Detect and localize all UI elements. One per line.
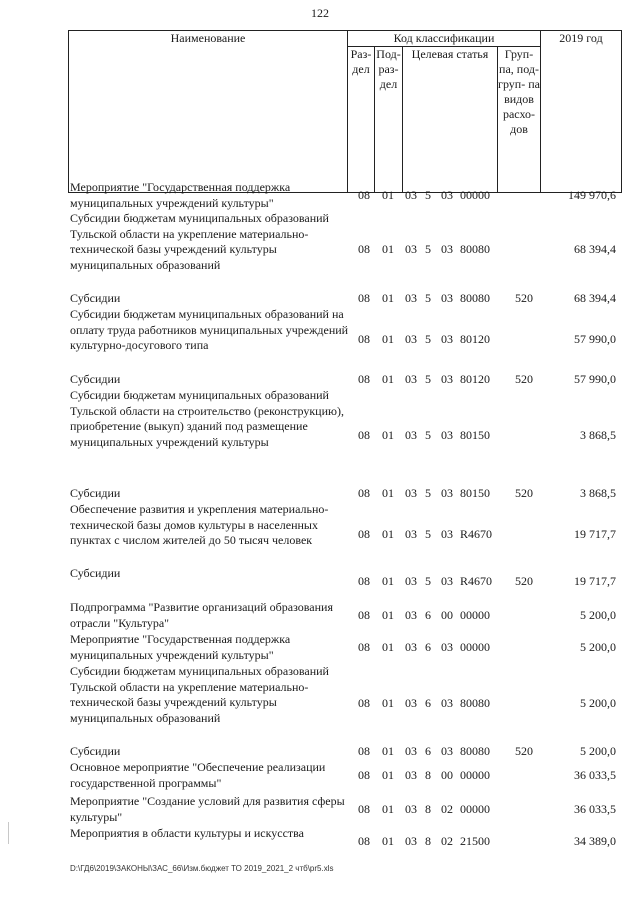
row-podrazdel: 01: [382, 574, 394, 588]
row-name: Субсидии: [70, 291, 121, 305]
row-value: 34 389,0: [574, 834, 616, 848]
row-razdel: 08: [358, 242, 370, 256]
row-article-direction: 80080: [460, 696, 490, 710]
row-value: 57 990,0: [574, 332, 616, 346]
row-article-program: 03: [405, 188, 417, 202]
row-podrazdel: 01: [382, 527, 394, 541]
row-name: Мероприятие "Государственная поддержка муниципальных учреждений культуры": [70, 632, 291, 662]
header-name: Наименование: [69, 31, 348, 193]
row-razdel: 08: [358, 744, 370, 758]
file-path-footer: D:\ГД6\2019\ЗАКОНЫ\ЗАС_66\Изм.бюджет ТО 2019_2021_2 чтб\pr5.xls: [70, 864, 334, 873]
row-article-event: 03: [441, 188, 453, 202]
page-number: 122: [311, 6, 329, 20]
row-razdel: 08: [358, 608, 370, 622]
row-article-event: 03: [441, 428, 453, 442]
row-name: Мероприятие "Государственная поддержка муниципальных учреждений культуры": [70, 180, 291, 210]
row-value: 3 868,5: [580, 428, 616, 442]
row-article-subprogram: 5: [425, 428, 431, 442]
row-name: Подпрограмма "Развитие организаций образования отрасли "Культура": [70, 600, 333, 630]
row-article-event: 02: [441, 834, 453, 848]
row-article-program: 03: [405, 744, 417, 758]
row-name: Субсидии бюджетам муниципальных образований Тульской области на строительство (реконструкцию), приобретение (выкуп) зданий под размещение муниципальных учреждений культуры: [70, 388, 344, 449]
row-podrazdel: 01: [382, 640, 394, 654]
row-article-program: 03: [405, 640, 417, 654]
row-name: Мероприятие "Создание условий для развития сферы культуры": [70, 794, 345, 824]
row-article-event: 03: [441, 574, 453, 588]
row-article-direction: R4670: [460, 574, 493, 588]
row-article-subprogram: 6: [425, 744, 431, 758]
row-article-event: 03: [441, 372, 453, 386]
row-article-program: 03: [405, 242, 417, 256]
row-value: 36 033,5: [574, 802, 616, 816]
row-article-direction: 80120: [460, 372, 490, 386]
row-article-program: 03: [405, 428, 417, 442]
row-article-subprogram: 5: [425, 291, 431, 305]
row-article-program: 03: [405, 802, 417, 816]
row-article-program: 03: [405, 768, 417, 782]
row-article-subprogram: 8: [425, 834, 431, 848]
row-podrazdel: 01: [382, 608, 394, 622]
row-article-direction: 21500: [460, 834, 490, 848]
row-value: 5 200,0: [580, 696, 616, 710]
row-article-direction: 00000: [460, 640, 490, 654]
row-razdel: 08: [358, 372, 370, 386]
row-razdel: 08: [358, 332, 370, 346]
row-article-event: 03: [441, 744, 453, 758]
row-article-program: 03: [405, 834, 417, 848]
row-podrazdel: 01: [382, 802, 394, 816]
row-podrazdel: 01: [382, 242, 394, 256]
row-razdel: 08: [358, 640, 370, 654]
row-article-subprogram: 5: [425, 242, 431, 256]
row-razdel: 08: [358, 188, 370, 202]
scan-margin-mark: [8, 822, 9, 844]
row-value: 5 200,0: [580, 640, 616, 654]
row-name: Субсидии бюджетам муниципальных образований Тульской области на укрепление материально-технической базы учреждений культуры муниципальных образований: [70, 664, 329, 725]
row-group: 520: [515, 486, 533, 500]
row-razdel: 08: [358, 428, 370, 442]
row-name: Субсидии бюджетам муниципальных образований на оплату труда работников муниципальных учреждений культурно-досугового типа: [70, 307, 349, 352]
row-value: 68 394,4: [574, 291, 616, 305]
row-podrazdel: 01: [382, 744, 394, 758]
row-value: 149 970,6: [568, 188, 616, 202]
row-article-subprogram: 6: [425, 640, 431, 654]
row-razdel: 08: [358, 527, 370, 541]
row-podrazdel: 01: [382, 696, 394, 710]
row-article-direction: 00000: [460, 802, 490, 816]
row-podrazdel: 01: [382, 768, 394, 782]
row-value: 5 200,0: [580, 608, 616, 622]
row-podrazdel: 01: [382, 291, 394, 305]
row-razdel: 08: [358, 291, 370, 305]
row-article-program: 03: [405, 608, 417, 622]
row-podrazdel: 01: [382, 188, 394, 202]
row-article-program: 03: [405, 486, 417, 500]
row-article-subprogram: 8: [425, 802, 431, 816]
row-article-subprogram: 6: [425, 608, 431, 622]
row-razdel: 08: [358, 834, 370, 848]
row-article-program: 03: [405, 696, 417, 710]
row-article-direction: 80080: [460, 242, 490, 256]
header-year: 2019 год: [541, 31, 622, 193]
row-article-event: 03: [441, 291, 453, 305]
row-name: Обеспечение развития и укрепления материально-технической базы домов культуры в населенных пунктах с числом жителей до 50 тысяч человек: [70, 502, 329, 547]
row-name: Субсидии: [70, 486, 121, 500]
row-value: 57 990,0: [574, 372, 616, 386]
row-name: Субсидии бюджетам муниципальных образований Тульской области на укрепление материально-технической базы учреждений культуры муниципальных образований: [70, 211, 329, 272]
row-podrazdel: 01: [382, 332, 394, 346]
row-article-event: 03: [441, 332, 453, 346]
row-article-event: 03: [441, 696, 453, 710]
row-article-subprogram: 5: [425, 332, 431, 346]
row-group: 520: [515, 372, 533, 386]
row-article-subprogram: 5: [425, 372, 431, 386]
row-article-subprogram: 8: [425, 768, 431, 782]
row-article-direction: 80080: [460, 744, 490, 758]
row-article-subprogram: 5: [425, 486, 431, 500]
header-target-article: Целевая статья: [403, 47, 498, 193]
row-article-direction: 00000: [460, 608, 490, 622]
row-name: Основное мероприятие "Обеспечение реализации государственной программы": [70, 760, 326, 790]
row-article-event: 03: [441, 640, 453, 654]
row-value: 36 033,5: [574, 768, 616, 782]
row-article-program: 03: [405, 527, 417, 541]
row-article-direction: 80080: [460, 291, 490, 305]
row-article-program: 03: [405, 291, 417, 305]
header-razdel: Раз- дел: [348, 47, 375, 193]
row-podrazdel: 01: [382, 428, 394, 442]
row-article-event: 03: [441, 486, 453, 500]
row-article-subprogram: 5: [425, 527, 431, 541]
row-value: 19 717,7: [574, 574, 616, 588]
row-name: Субсидии: [70, 744, 121, 758]
header-podrazdel: Под- раз- дел: [375, 47, 403, 193]
row-article-direction: 00000: [460, 768, 490, 782]
row-razdel: 08: [358, 696, 370, 710]
row-article-program: 03: [405, 574, 417, 588]
row-article-direction: 80150: [460, 428, 490, 442]
row-article-subprogram: 5: [425, 574, 431, 588]
row-article-event: 03: [441, 527, 453, 541]
row-article-event: 03: [441, 242, 453, 256]
row-podrazdel: 01: [382, 486, 394, 500]
row-article-direction: R4670: [460, 527, 493, 541]
row-name: Мероприятия в области культуры и искусства: [70, 826, 305, 840]
header-code: Код классификации: [348, 31, 541, 47]
row-razdel: 08: [358, 486, 370, 500]
row-article-subprogram: 6: [425, 696, 431, 710]
row-value: 5 200,0: [580, 744, 616, 758]
row-name: Субсидии: [70, 372, 121, 386]
row-article-program: 03: [405, 332, 417, 346]
row-name: Субсидии: [70, 566, 121, 580]
row-value: 19 717,7: [574, 527, 616, 541]
row-group: 520: [515, 291, 533, 305]
row-group: 520: [515, 574, 533, 588]
row-podrazdel: 01: [382, 834, 394, 848]
row-article-direction: 80150: [460, 486, 490, 500]
row-razdel: 08: [358, 768, 370, 782]
row-article-direction: 00000: [460, 188, 490, 202]
row-podrazdel: 01: [382, 372, 394, 386]
row-razdel: 08: [358, 574, 370, 588]
header-expense-group: Груп- па, под- груп- па видов расхо- дов: [498, 47, 541, 193]
row-value: 68 394,4: [574, 242, 616, 256]
row-value: 3 868,5: [580, 486, 616, 500]
row-article-event: 02: [441, 802, 453, 816]
row-article-subprogram: 5: [425, 188, 431, 202]
row-group: 520: [515, 744, 533, 758]
row-article-program: 03: [405, 372, 417, 386]
row-article-event: 00: [441, 608, 453, 622]
row-article-direction: 80120: [460, 332, 490, 346]
row-razdel: 08: [358, 802, 370, 816]
row-article-event: 00: [441, 768, 453, 782]
